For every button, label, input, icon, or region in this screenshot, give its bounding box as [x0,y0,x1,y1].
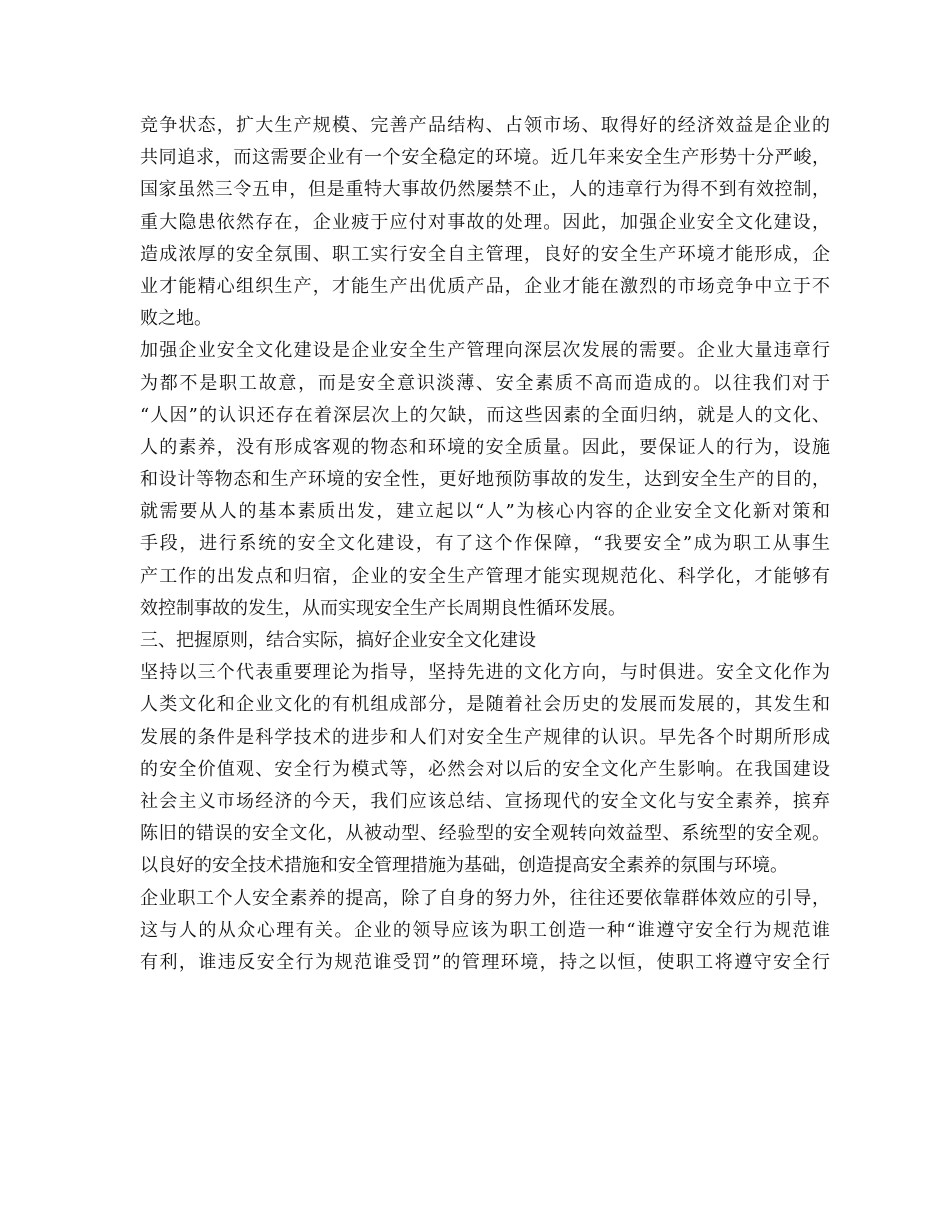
text-line: 手段，进行系统的安全文化建设，有了这个作保障，“我要安全”成为职工从事生 [140,533,830,555]
text-line: 加强企业安全文化建设是企业安全生产管理向深层次发展的需要。企业大量违章行 [140,340,830,362]
heading-line: 三、把握原则，结合实际，搞好企业安全文化建设 [140,630,536,651]
document-page [140,110,830,979]
text-line: 国家虽然三令五申，但是重特大事故仍然屡禁不止，人的违章行为得不到有效控制， [140,179,830,201]
text-line: 就需要从人的基本素质出发，建立起以“人”为核心内容的企业安全文化新对策和 [140,501,830,523]
text-line: 人类文化和企业文化的有机组成部分，是随着社会历史的发展而发展的，其发生和 [140,694,830,716]
text-line: 重大隐患依然存在，企业疲于应付对事故的处理。因此，加强企业安全文化建设， [140,211,830,233]
text-line: 社会主义市场经济的今天，我们应该总结、宣扬现代的安全文化与安全素养，摈弃 [140,790,830,812]
section-heading [140,625,830,657]
text-line: 为都不是职工故意，而是安全意识淡薄、安全素质不高而造成的。以往我们对于 [140,372,830,394]
text-line: “人因”的认识还存在着深层次上的欠缺，而这些因素的全面归纳，就是人的文化、 [140,404,830,426]
text-line: 造成浓厚的安全氛围、职工实行安全自主管理，良好的安全生产环境才能形成，企 [140,243,830,265]
text-line: 这与人的从众心理有关。企业的领导应该为职工创造一种“谁遵守安全行为规范谁 [140,919,830,941]
text-line: 企业职工个人安全素养的提高，除了自身的努力外，往往还要依靠群体效应的引导， [140,887,830,909]
text-line: 业才能精心组织生产，才能生产出优质产品，企业才能在激烈的市场竞争中立于不 [140,275,830,297]
text-line: 和设计等物态和生产环境的安全性，更好地预防事故的发生，达到安全生产的目的， [140,469,830,491]
paragraph [140,335,830,625]
paragraph [140,657,830,882]
text-line: 败之地。 [140,308,212,330]
text-line: 有利，谁违反安全行为规范谁受罚”的管理环境，持之以恒，使职工将遵守安全行 [140,951,830,973]
text-line: 人的素养，没有形成客观的物态和环境的安全质量。因此，要保证人的行为，设施 [140,436,830,458]
text-line: 效控制事故的发生，从而实现安全生产长周期良性循环发展。 [140,597,626,619]
text-line: 发展的条件是科学技术的进步和人们对安全生产规律的认识。早先各个时期所形成 [140,726,830,748]
text-line: 以良好的安全技术措施和安全管理措施为基础，创造提高安全素养的氛围与环境。 [140,855,788,877]
paragraph [140,110,830,335]
paragraph [140,883,830,980]
text-line: 共同追求，而这需要企业有一个安全稳定的环境。近几年来安全生产形势十分严峻， [140,147,830,169]
text-line: 陈旧的错误的安全文化，从被动型、经验型的安全观转向效益型、系统型的安全观。 [140,823,830,845]
text-line: 的安全价值观、安全行为模式等，必然会对以后的安全文化产生影响。在我国建设 [140,758,830,780]
text-line: 竞争状态，扩大生产规模、完善产品结构、占领市场、取得好的经济效益是企业的 [140,115,830,136]
text-line: 坚持以三个代表重要理论为指导，坚持先进的文化方向，与时俱进。安全文化作为 [140,662,830,684]
text-line: 产工作的出发点和归宿，企业的安全生产管理才能实现规范化、科学化，才能够有 [140,565,830,587]
